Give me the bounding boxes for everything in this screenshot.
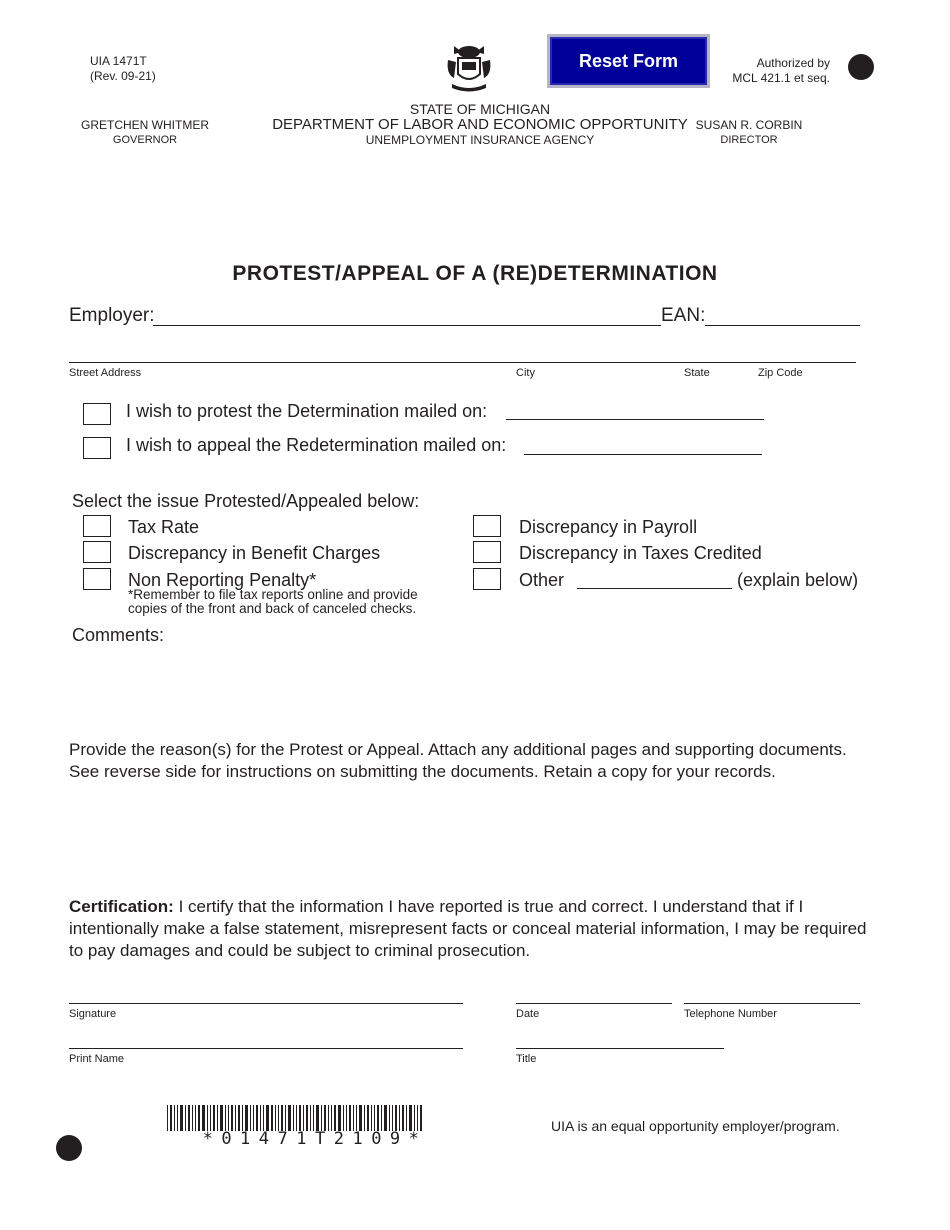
state-caption: State <box>684 367 710 379</box>
reasons-field[interactable] <box>69 812 859 887</box>
employer-field[interactable] <box>153 304 661 326</box>
non-reporting-checkbox[interactable] <box>83 568 111 590</box>
certification-paragraph <box>69 896 869 962</box>
barcode-icon <box>167 1105 463 1131</box>
agency-name: UNEMPLOYMENT INSURANCE AGENCY <box>365 133 595 147</box>
director-name: SUSAN R. CORBIN <box>695 118 803 132</box>
form-revision: (Rev. 09-21) <box>90 69 156 83</box>
appeal-checkbox[interactable] <box>83 437 111 459</box>
ean-label: EAN: <box>661 305 706 326</box>
signature-field[interactable] <box>69 1002 463 1004</box>
protest-checkbox[interactable] <box>83 403 111 425</box>
authorized-line1: Authorized by <box>756 56 830 70</box>
certification-label: Certification: <box>69 897 174 916</box>
issue-prompt: Select the issue Protested/Appealed below: <box>72 491 420 511</box>
department-name: DEPARTMENT OF LABOR AND ECONOMIC OPPORTUNITY <box>272 116 688 133</box>
comments-label: Comments: <box>72 625 165 645</box>
governor-name: GRETCHEN WHITMER <box>81 118 209 132</box>
city-caption: City <box>516 367 535 379</box>
address-field[interactable] <box>69 340 856 363</box>
street-address-caption: Street Address <box>69 367 142 379</box>
protest-date-field[interactable] <box>506 398 764 420</box>
benefit-charges-checkbox[interactable] <box>83 541 111 563</box>
ean-field[interactable] <box>705 304 860 326</box>
appeal-date-field[interactable] <box>524 433 762 455</box>
payroll-label: Discrepancy in Payroll <box>519 517 698 537</box>
print-name-field[interactable] <box>69 1047 463 1049</box>
explain-below-label: (explain below) <box>737 570 859 590</box>
state-name: STATE OF MICHIGAN <box>409 101 551 117</box>
taxes-credited-checkbox[interactable] <box>473 541 501 563</box>
print-name-caption: Print Name <box>69 1053 125 1065</box>
appeal-label: I wish to appeal the Redetermination mailed on: <box>126 435 507 455</box>
registration-mark-icon <box>56 1135 82 1161</box>
employer-label: Employer: <box>69 305 155 326</box>
tax-rate-label: Tax Rate <box>128 517 200 537</box>
other-label: Other <box>519 570 565 590</box>
non-reporting-note-2: copies of the front and back of canceled checks. <box>128 601 417 616</box>
instructions-text: Provide the reason(s) for the Protest or Appeal. Attach any additional pages and supporting documents. See reverse side for instructions on submitting the documents. Retain a copy for your records. <box>69 740 847 781</box>
reset-form-button[interactable]: Reset Form <box>547 34 710 88</box>
certification-text: I certify that the information I have reported is true and correct. I understand that if I intentionally make a false statement, misrepresent facts or conceal material information, I may be required to pay damages and could be subject to criminal prosecution. <box>69 897 867 960</box>
title-caption: Title <box>516 1053 537 1065</box>
taxes-credited-label: Discrepancy in Taxes Credited <box>519 543 762 563</box>
payroll-checkbox[interactable] <box>473 515 501 537</box>
non-reporting-note-1: *Remember to file tax reports online and provide <box>128 587 418 602</box>
date-field[interactable] <box>516 1002 672 1004</box>
other-checkbox[interactable] <box>473 568 501 590</box>
eeo-statement: UIA is an equal opportunity employer/program. <box>551 1118 840 1134</box>
signature-caption: Signature <box>69 1008 117 1020</box>
benefit-charges-label: Discrepancy in Benefit Charges <box>128 543 381 563</box>
other-explain-field[interactable] <box>577 568 732 589</box>
tax-rate-checkbox[interactable] <box>83 515 111 537</box>
authorized-line2: MCL 421.1 et seq. <box>732 71 830 85</box>
zip-code-caption: Zip Code <box>758 367 803 379</box>
telephone-caption: Telephone Number <box>684 1008 777 1020</box>
telephone-field[interactable] <box>684 1002 860 1004</box>
michigan-seal-icon <box>444 40 494 95</box>
non-reporting-label: Non Reporting Penalty* <box>128 570 317 590</box>
registration-mark-icon <box>848 54 874 80</box>
barcode-text: *01471T2109* <box>202 1129 428 1149</box>
protest-label: I wish to protest the Determination mailed on: <box>126 401 488 421</box>
form-title: PROTEST/APPEAL OF A (RE)DETERMINATION <box>232 262 718 285</box>
comments-field[interactable] <box>72 650 862 730</box>
title-field[interactable] <box>516 1047 724 1049</box>
form-number: UIA 1471T <box>90 54 147 68</box>
director-title: DIRECTOR <box>720 134 778 146</box>
governor-title: GOVERNOR <box>112 134 178 146</box>
date-caption: Date <box>516 1008 540 1020</box>
